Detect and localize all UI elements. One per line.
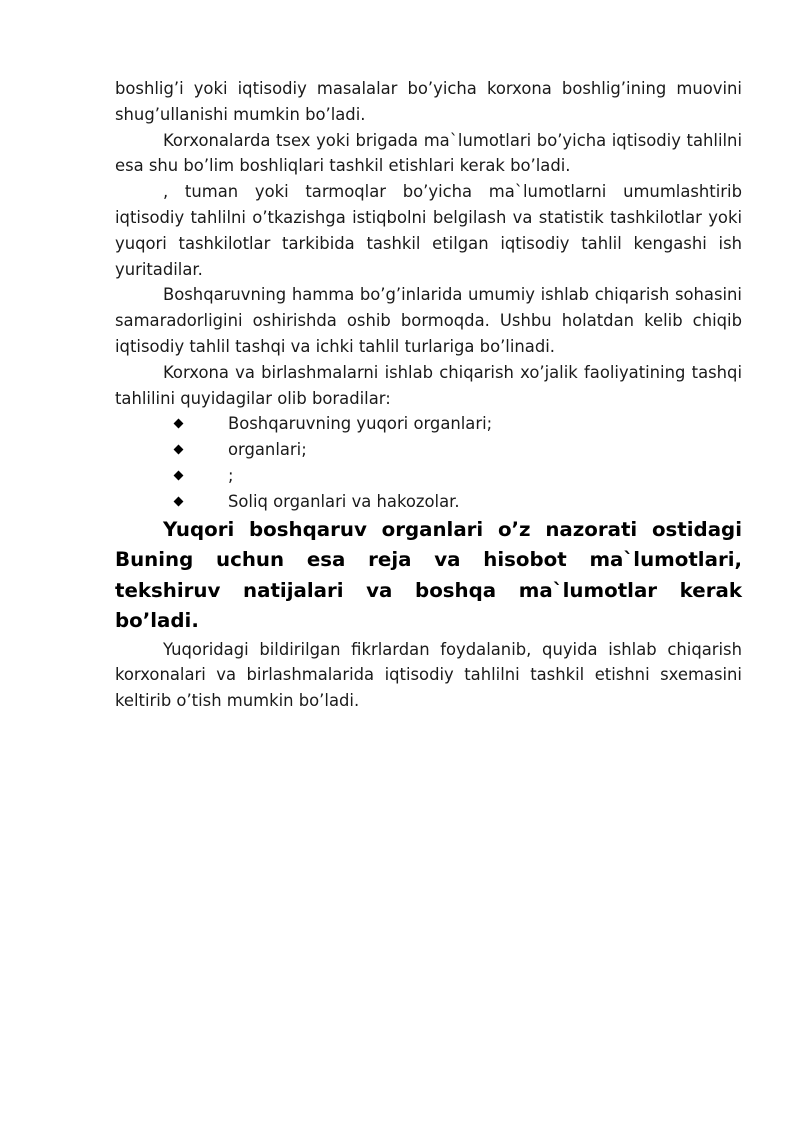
bold-paragraph: Yuqori boshqaruv organlari o’z nazorati ostidagi Buning uchun esa reja va hisobot ma`lumotlari, tekshiruv natijalari va boshqa ma`lumotlar kerak bo’ladi. [115,517,742,633]
list-item [115,411,742,437]
list-item-text: ; [228,465,234,485]
list-item [115,437,742,463]
diamond-bullet-icon [174,445,184,455]
list-item-text: Soliq organlari va hakozolar. [228,491,460,511]
list-item [115,489,742,515]
paragraph-4: Boshqaruvning hamma bo’g’inlarida umumiy ishlab chiqarish sohasini samaradorligini oshirishda oshib bormoqda. Ushbu holatdan kelib chiqib iqtisodiy tahlil tashqi va ichki tahlil turlariga bo’linadi. [115,285,742,356]
document-page [115,76,742,714]
diamond-bullet-icon [174,496,184,506]
paragraph-7: Yuqoridagi bildirilgan fikrlardan foydalanib, quyida ishlab chiqarish korxonalari va birlashmalarida iqtisodiy tahlilni tashkil etishni sxemasini keltirib o’tish mumkin bo’ladi. [115,639,742,711]
bullet-list [115,411,742,514]
list-item-text: Boshqaruvning yuqori organlari; [228,414,493,434]
list-item-text: organlari; [228,440,307,460]
diamond-bullet-icon [174,471,184,481]
diamond-bullet-icon [174,419,184,429]
paragraph-2: Korxonalarda tsex yoki brigada ma`lumotlari bo’yicha iqtisodiy tahlilni esa shu bo’lim boshliqlari tashkil etishlari kerak bo’ladi. [115,130,742,176]
paragraph-3: , tuman yoki tarmoqlar bo’yicha ma`lumotlarni umumlashtirib iqtisodiy tahlilni o’tkazishga istiqbolni belgilash va statistik tashkilotlar yoki yuqori tashkilotlar tarkibida tashkil etilgan iqtisodiy tahlil kengashi ish yuritadilar. [115,182,742,279]
paragraph-5: Korxona va birlashmalarni ishlab chiqarish xo’jalik faoliyatining tashqi tahlilini quyidagilar olib boradilar: [115,362,742,408]
list-item [115,463,742,489]
paragraph-1: boshlig’i yoki iqtisodiy masalalar bo’yicha korxona boshlig’ining muovini shug’ullanishi mumkin bo’ladi. [115,79,742,124]
